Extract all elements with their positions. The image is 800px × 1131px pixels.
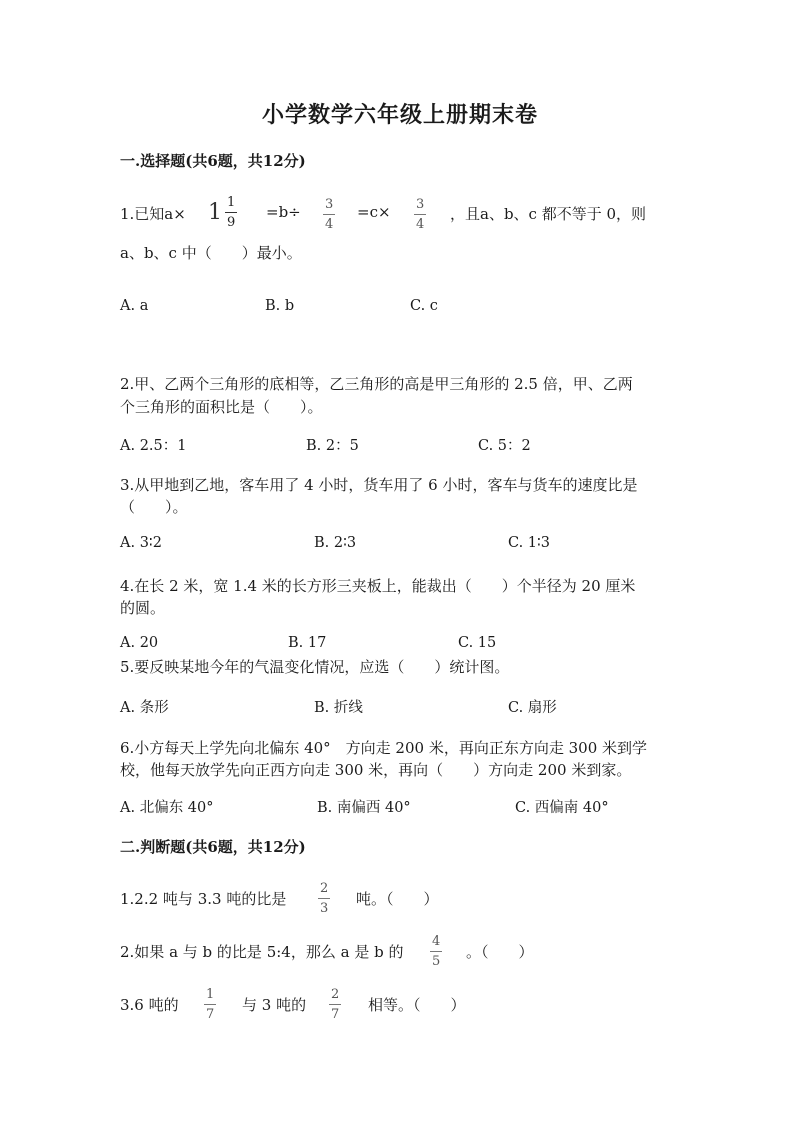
q2-text-line1: 2.甲、乙两个三角形的底相等，乙三角形的高是甲三角形的 2.5 倍，甲、乙两: [120, 375, 633, 393]
j1-fraction-numerator: 2: [318, 882, 330, 899]
q6-option-a: A. 北偏东 40°: [120, 800, 214, 816]
j2-fraction-numerator: 4: [430, 935, 442, 952]
q5-option-c: C. 扇形: [508, 700, 557, 716]
q5-option-a: A. 条形: [120, 700, 169, 716]
q3-text-line2: （ ）。: [120, 498, 188, 516]
j3-text-part2: 与 3 吨的: [242, 996, 307, 1014]
j3-fraction-1-numerator: 1: [204, 988, 216, 1005]
q3-option-b: B. 2∶3: [314, 535, 357, 551]
q1-mixed-fraction: [225, 196, 237, 229]
q1-mixed-whole: 1: [208, 200, 222, 225]
q1-fraction-2-numerator: 3: [414, 198, 426, 215]
j3-fraction-1: [204, 988, 216, 1021]
q3-text-line1: 3.从甲地到乙地，客车用了 4 小时，货车用了 6 小时，客车与货车的速度比是: [120, 476, 638, 494]
q1-fraction-1: [323, 198, 335, 231]
j2-text-part1: 2.如果 a 与 b 的比是 5:4，那么 a 是 b 的: [120, 943, 404, 961]
q1-mixed-number: [208, 196, 237, 229]
q1-text-line2: a、b、c 中（ ）最小。: [120, 244, 302, 262]
q3-option-a: A. 3∶2: [120, 535, 162, 551]
q1-fraction-1-denominator: 4: [325, 217, 334, 232]
q4-text-line2: 的圆。: [120, 599, 166, 617]
section-judge-heading: 二.判断题(共6题，共12分): [120, 838, 306, 856]
j1-text-part1: 1.2.2 吨与 3.3 吨的比是: [120, 890, 287, 908]
section-choice-heading: 一.选择题(共6题，共12分): [120, 152, 306, 170]
q1-text-part2: =b÷: [266, 203, 301, 221]
q1-fraction-1-numerator: 3: [323, 198, 335, 215]
j3-fraction-2-numerator: 2: [329, 988, 341, 1005]
q6-option-c: C. 西偏南 40°: [515, 800, 609, 816]
j1-text-part2: 吨。（ ）: [356, 890, 439, 908]
q5-option-b: B. 折线: [314, 700, 363, 716]
j3-fraction-1-denominator: 7: [206, 1007, 215, 1022]
j3-fraction-2-denominator: 7: [331, 1007, 340, 1022]
q1-fraction-2-denominator: 4: [416, 217, 425, 232]
j2-fraction-denominator: 5: [432, 954, 441, 969]
j3-fraction-2: [329, 988, 341, 1021]
q4-text-line1: 4.在长 2 米，宽 1.4 米的长方形三夹板上，能裁出（ ）个半径为 20 厘米: [120, 577, 636, 595]
q1-fraction-2: [414, 198, 426, 231]
q1-mixed-numerator: 1: [225, 196, 237, 213]
q1-option-a: A. a: [120, 298, 149, 314]
j3-text-part3: 相等。（ ）: [368, 996, 466, 1014]
q2-option-c: C. 5：2: [478, 438, 531, 454]
j2-text-part2: 。（ ）: [466, 943, 534, 961]
j2-fraction: [430, 935, 442, 968]
q5-text-line1: 5.要反映某地今年的气温变化情况，应选（ ）统计图。: [120, 658, 510, 676]
q1-option-b: B. b: [265, 298, 295, 314]
q2-text-line2: 个三角形的面积比是（ ）。: [120, 398, 323, 416]
q1-mixed-denominator: 9: [227, 215, 236, 230]
exam-title: 小学数学六年级上册期末卷: [261, 102, 538, 128]
j1-fraction: [318, 882, 330, 915]
q4-option-b: B. 17: [288, 635, 327, 651]
q6-text-line2: 校，他每天放学先向正西方向走 300 米，再向（ ）方向走 200 米到家。: [120, 761, 632, 779]
j3-text-part1: 3.6 吨的: [120, 996, 179, 1014]
q4-option-c: C. 15: [458, 635, 497, 651]
q1-text-part4: ，且a、b、c 都不等于 0，则: [450, 205, 647, 223]
q2-option-a: A. 2.5：1: [120, 438, 187, 454]
q3-option-c: C. 1∶3: [508, 535, 551, 551]
q2-option-b: B. 2：5: [306, 438, 359, 454]
q1-option-c: C. c: [410, 298, 438, 314]
q1-text-part1: 1.已知a×: [120, 205, 186, 223]
q6-option-b: B. 南偏西 40°: [317, 800, 411, 816]
q1-text-part3: =c×: [357, 203, 391, 221]
q6-text-line1: 6.小方每天上学先向北偏东 40° 方向走 200 米，再向正东方向走 300 米到学: [120, 739, 648, 757]
q4-option-a: A. 20: [120, 635, 159, 651]
j1-fraction-denominator: 3: [320, 901, 329, 916]
